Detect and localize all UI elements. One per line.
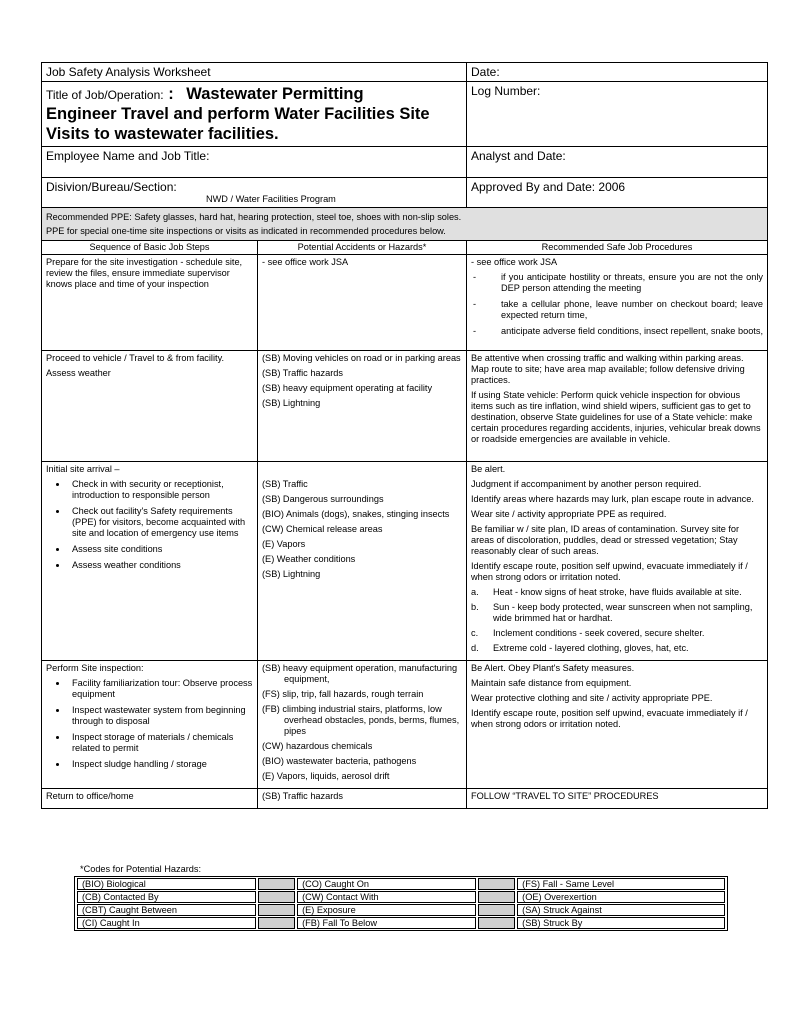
procedure-item: Identify escape route, position self upwind, evacuate immediately if / when strong odors or irritation noted. — [471, 708, 748, 729]
hazard-item: (E) Vapors, liquids, aerosol drift — [262, 771, 390, 781]
division-row — [42, 178, 768, 208]
step-cell — [42, 661, 258, 789]
hazard-item: (SB) Dangerous surroundings — [262, 494, 384, 504]
step-text: Proceed to vehicle / Travel to & from facility. — [46, 353, 225, 363]
hazard-cell — [258, 462, 467, 661]
procedure-item: Be alert. — [471, 464, 506, 474]
hazard-item: - see office work JSA — [262, 257, 349, 267]
col-header-procedures: Recommended Safe Job Procedures — [467, 241, 768, 255]
code-cell: (CBT) Caught Between — [77, 904, 256, 916]
procedure-item: Judgment if accompaniment by another person required. — [471, 479, 702, 489]
hazard-item: (SB) Traffic hazards — [262, 791, 344, 801]
procedure-item: Maintain safe distance from equipment. — [471, 678, 632, 688]
code-swatch — [258, 904, 295, 916]
code-cell: (CI) Caught In — [77, 917, 256, 929]
procedure-item: Wear site / activity appropriate PPE as required. — [471, 509, 667, 519]
step-bullet-list — [46, 678, 253, 770]
procedure-item: Wear protective clothing and site / activity appropriate PPE. — [471, 693, 713, 703]
job-colon: : — [163, 85, 179, 103]
step-bullet-list — [46, 479, 253, 571]
code-swatch — [478, 904, 515, 916]
step-bullet: • Check in with security or receptionist, introduction to responsible person — [68, 479, 253, 501]
procedure-item: Identify areas where hazards may lurk, plan escape route in advance. — [471, 494, 754, 504]
hazard-item: (E) Vapors — [262, 539, 306, 549]
step-cell — [42, 789, 258, 809]
table-row — [42, 462, 768, 661]
hazard-cell — [258, 789, 467, 809]
hazard-item: (CW) hazardous chemicals — [262, 741, 373, 751]
division-label: Disivion/Bureau/Section: — [46, 180, 177, 194]
ppe-line-2: PPE for special one-time site inspections or visits as indicated in recommended procedures below. — [46, 226, 446, 236]
code-cell: (SB) Struck By — [517, 917, 725, 929]
hazard-item: (SB) Traffic — [262, 479, 308, 489]
code-cell: (E) Exposure — [297, 904, 476, 916]
step-text: Assess weather — [46, 368, 111, 378]
code-cell: (CO) Caught On — [297, 878, 476, 890]
table-row — [42, 255, 768, 351]
hazard-cell — [258, 661, 467, 789]
procedure-cell — [467, 789, 768, 809]
hazard-item: (SB) Traffic hazards — [262, 368, 344, 378]
column-header-row — [42, 241, 768, 255]
col-header-steps: Sequence of Basic Job Steps — [42, 241, 258, 255]
step-text: Prepare for the site investigation - schedule site, review the files, ensure immediate supervisor knows place and time of your inspection — [46, 257, 243, 289]
code-swatch — [478, 917, 515, 929]
procedure-item: - see office work JSA — [471, 257, 558, 267]
codes-row — [77, 891, 725, 903]
procedure-item: Be attentive when crossing traffic and walking within parking areas. Map route to site; have area map available; follow defensive driving practices. — [471, 353, 745, 385]
table-row — [42, 789, 768, 809]
codes-caption: *Codes for Potential Hazards: — [80, 864, 202, 874]
code-swatch — [258, 917, 295, 929]
step-bullet: • Inspect sludge handling / storage — [68, 759, 253, 770]
hazard-cell — [258, 255, 467, 351]
date-label: Date: — [467, 63, 768, 82]
procedure-item: FOLLOW “TRAVEL TO SITE” PROCEDURES — [471, 791, 659, 801]
procedure-item: Identify escape route, position self upwind, evacuate immediately if / when strong odors or irritation noted. — [471, 561, 748, 582]
code-swatch — [478, 891, 515, 903]
job-title-rest: Engineer Travel and perform Water Facilities Site Visits to wastewater facilities. — [46, 105, 430, 143]
procedure-lettered-item: a. Heat - know signs of heat stroke, have fluids available at site. — [471, 587, 742, 597]
procedure-dash-item: - anticipate adverse field conditions, insect repellent, snake boots, — [473, 326, 764, 336]
code-cell: (CW) Contact With — [297, 891, 476, 903]
code-cell: (FB) Fall To Below — [297, 917, 476, 929]
ppe-row — [42, 208, 768, 241]
job-title-cell — [42, 82, 467, 147]
job-title-line1: Wastewater Permitting — [186, 85, 364, 103]
hazard-item: (E) Weather conditions — [262, 554, 356, 564]
code-cell: (OE) Overexertion — [517, 891, 725, 903]
step-text: Initial site arrival – — [46, 464, 120, 474]
code-cell: (FS) Fall - Same Level — [517, 878, 725, 890]
col-header-hazards: Potential Accidents or Hazards* — [258, 241, 467, 255]
hazard-item: (SB) heavy equipment operating at facility — [262, 383, 433, 393]
procedure-cell — [467, 351, 768, 462]
ppe-line-1: Recommended PPE: Safety glasses, hard hat, hearing protection, steel toe, shoes with non-slip soles. — [46, 212, 462, 222]
employee-label: Employee Name and Job Title: — [42, 147, 467, 178]
step-cell — [42, 351, 258, 462]
hazard-item: (FS) slip, trip, fall hazards, rough terrain — [262, 689, 424, 699]
hazard-item: (SB) Moving vehicles on road or in parking areas — [262, 353, 461, 363]
hazard-item: (BIO) Animals (dogs), snakes, stinging insects — [262, 509, 450, 519]
table-row — [42, 661, 768, 789]
log-number-label: Log Number: — [467, 82, 768, 147]
approved-label: Approved By and Date: 2006 — [467, 178, 768, 208]
procedure-cell — [467, 462, 768, 661]
procedure-lettered-item: b. Sun - keep body protected, wear sunscreen when not sampling, wide brimmed hat or hardhat. — [471, 602, 753, 623]
table-row — [42, 351, 768, 462]
step-bullet: • Facility familiarization tour: Observe process equipment — [68, 678, 253, 700]
step-cell — [42, 255, 258, 351]
code-cell: (SA) Struck Against — [517, 904, 725, 916]
ppe-cell — [42, 208, 768, 241]
procedure-dash-item: - take a cellular phone, leave number on checkout board; leave expected return time, — [473, 299, 763, 320]
procedure-cell — [467, 255, 768, 351]
jsa-worksheet-table — [41, 62, 768, 809]
hazard-codes-table — [74, 876, 728, 931]
procedure-item: If using State vehicle: Perform quick vehicle inspection for obvious items such as tire inflation, wind shield wipers, sufficient gas to get to destination, observe State guidelines for use of a State vehicle: make certain procedures regarding accidents, injuries, vehicular break downs or roadside emergencies are available in vehicle. — [471, 390, 761, 444]
code-swatch — [258, 878, 295, 890]
step-bullet: • Inspect storage of materials / chemicals related to permit — [68, 732, 253, 754]
procedure-dash-item: - if you anticipate hostility or threats, ensure you are not the only DEP person attending the meeting — [473, 272, 763, 293]
hazard-item: (SB) heavy equipment operation, manufacturing equipment, — [262, 663, 458, 684]
division-cell — [42, 178, 467, 208]
step-bullet: • Inspect wastewater system from beginning through to disposal — [68, 705, 253, 727]
hazard-item: (SB) Lightning — [262, 569, 321, 579]
step-text: Return to office/home — [46, 791, 134, 801]
procedure-item: Be Alert. Obey Plant's Safety measures. — [471, 663, 635, 673]
step-bullet: • Assess weather conditions — [68, 560, 253, 571]
employee-row — [42, 147, 768, 178]
code-cell: (CB) Contacted By — [77, 891, 256, 903]
code-swatch — [478, 878, 515, 890]
codes-row — [77, 917, 725, 929]
step-bullet: • Check out facility's Safety requirements (PPE) for visitors, become acquainted with site and location of emergency use items — [68, 506, 253, 539]
procedure-lettered-item: c. Inclement conditions - seek covered, secure shelter. — [471, 628, 705, 638]
hazard-item: (SB) Lightning — [262, 398, 321, 408]
procedure-cell — [467, 661, 768, 789]
code-cell: (BIO) Biological — [77, 878, 256, 890]
analyst-label: Analyst and Date: — [467, 147, 768, 178]
step-text: Perform Site inspection: — [46, 663, 144, 673]
hazard-cell — [258, 351, 467, 462]
hazard-item: (CW) Chemical release areas — [262, 524, 383, 534]
step-bullet: • Assess site conditions — [68, 544, 253, 555]
hazard-item: (FB) climbing industrial stairs, platforms, low overhead obstacles, ponds, berms, flumes, pipes — [262, 704, 460, 736]
step-cell — [42, 462, 258, 661]
job-row — [42, 82, 768, 147]
title-row — [42, 63, 768, 82]
code-swatch — [258, 891, 295, 903]
procedure-lettered-item: d. Extreme cold - layered clothing, gloves, hat, etc. — [471, 643, 689, 653]
codes-row — [77, 878, 725, 890]
worksheet-title: Job Safety Analysis Worksheet — [42, 63, 467, 82]
procedure-item: Be familiar w / site plan, ID areas of contamination. Survey site for areas of discoloration, puddles, dead or stressed vegetation; Stay reasonably clear of such areas. — [471, 524, 740, 556]
hazard-item: (BIO) wastewater bacteria, pathogens — [262, 756, 417, 766]
division-value: NWD / Water Facilities Program — [206, 194, 336, 204]
codes-row — [77, 904, 725, 916]
job-label: Title of Job/Operation: — [46, 88, 164, 102]
